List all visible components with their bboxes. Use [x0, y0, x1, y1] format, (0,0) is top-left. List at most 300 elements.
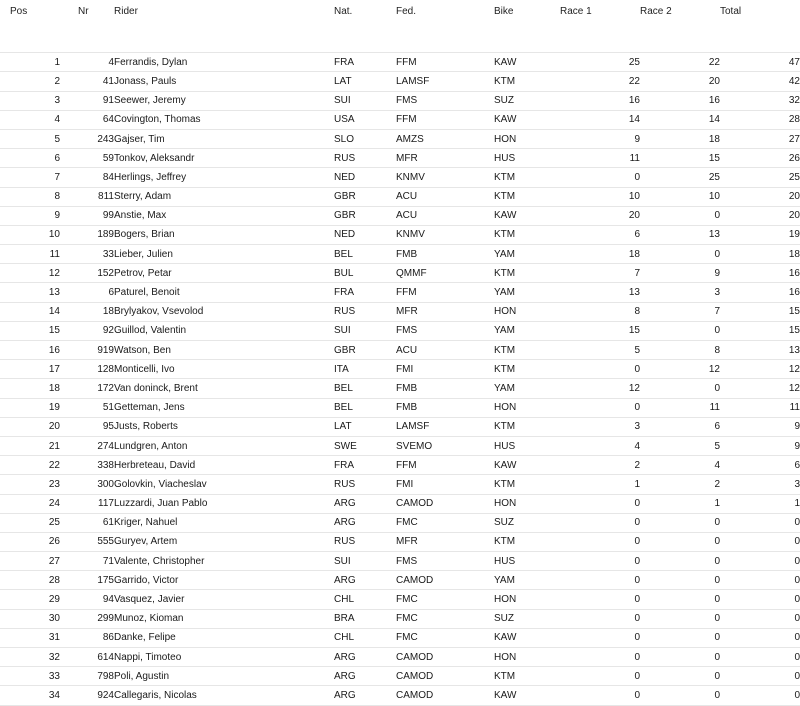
- cell-bike: HON: [494, 398, 560, 417]
- table-row: [0, 91, 800, 110]
- cell-total: 0: [720, 552, 800, 571]
- cell-rider: Danke, Felipe: [114, 628, 334, 647]
- table-row: [0, 494, 800, 513]
- cell-fed: CAMOD: [396, 571, 494, 590]
- cell-bike: KTM: [494, 168, 560, 187]
- cell-race2: 10: [640, 187, 720, 206]
- table-row: [0, 149, 800, 168]
- cell-nat: FRA: [334, 456, 396, 475]
- cell-race2: 4: [640, 456, 720, 475]
- cell-race1: 11: [560, 149, 640, 168]
- cell-pos: 19: [0, 398, 60, 417]
- cell-race1: 14: [560, 110, 640, 129]
- table-row: [0, 648, 800, 667]
- header-pos: Pos: [10, 6, 28, 17]
- cell-bike: YAM: [494, 379, 560, 398]
- cell-rider: Petrov, Petar: [114, 264, 334, 283]
- cell-nat: SWE: [334, 436, 396, 455]
- cell-nr: 243: [60, 129, 114, 148]
- cell-nat: BEL: [334, 245, 396, 264]
- cell-race1: 10: [560, 187, 640, 206]
- cell-pos: 5: [0, 129, 60, 148]
- cell-race2: 13: [640, 225, 720, 244]
- table-row: [0, 552, 800, 571]
- cell-pos: 31: [0, 628, 60, 647]
- cell-nat: CHL: [334, 628, 396, 647]
- cell-race1: 22: [560, 72, 640, 91]
- cell-race1: 0: [560, 648, 640, 667]
- table-row: [0, 341, 800, 360]
- cell-race2: 15: [640, 149, 720, 168]
- cell-fed: FMI: [396, 475, 494, 494]
- cell-race1: 16: [560, 91, 640, 110]
- cell-bike: KTM: [494, 225, 560, 244]
- cell-pos: 30: [0, 609, 60, 628]
- cell-pos: 24: [0, 494, 60, 513]
- cell-race2: 9: [640, 264, 720, 283]
- cell-total: 16: [720, 283, 800, 302]
- cell-rider: Bogers, Brian: [114, 225, 334, 244]
- cell-pos: 21: [0, 436, 60, 455]
- cell-pos: 26: [0, 532, 60, 551]
- cell-race1: 0: [560, 494, 640, 513]
- cell-race1: 6: [560, 225, 640, 244]
- cell-fed: FMC: [396, 628, 494, 647]
- cell-race1: 12: [560, 379, 640, 398]
- cell-bike: KAW: [494, 206, 560, 225]
- cell-fed: FFM: [396, 456, 494, 475]
- cell-fed: SVEMO: [396, 436, 494, 455]
- cell-nat: SUI: [334, 91, 396, 110]
- cell-fed: FMB: [396, 398, 494, 417]
- cell-fed: FMS: [396, 321, 494, 340]
- cell-total: 20: [720, 187, 800, 206]
- cell-total: 18: [720, 245, 800, 264]
- header-bike: Bike: [494, 6, 514, 17]
- cell-race1: 1: [560, 475, 640, 494]
- cell-bike: SUZ: [494, 513, 560, 532]
- cell-rider: Nappi, Timoteo: [114, 648, 334, 667]
- table-row: [0, 590, 800, 609]
- cell-race2: 0: [640, 609, 720, 628]
- cell-pos: 3: [0, 91, 60, 110]
- cell-race1: 0: [560, 532, 640, 551]
- cell-pos: 4: [0, 110, 60, 129]
- cell-nr: 86: [60, 628, 114, 647]
- cell-race1: 18: [560, 245, 640, 264]
- cell-nr: 59: [60, 149, 114, 168]
- header-rider: Rider: [114, 6, 138, 17]
- cell-nr: 300: [60, 475, 114, 494]
- cell-race2: 18: [640, 129, 720, 148]
- cell-total: 0: [720, 686, 800, 705]
- cell-total: 32: [720, 91, 800, 110]
- cell-nat: RUS: [334, 475, 396, 494]
- cell-nat: BRA: [334, 609, 396, 628]
- cell-bike: KAW: [494, 686, 560, 705]
- cell-fed: FFM: [396, 110, 494, 129]
- table-row: [0, 475, 800, 494]
- cell-race2: 0: [640, 245, 720, 264]
- cell-rider: Tonkov, Aleksandr: [114, 149, 334, 168]
- cell-race2: 0: [640, 552, 720, 571]
- cell-race1: 13: [560, 283, 640, 302]
- cell-nr: 274: [60, 436, 114, 455]
- cell-rider: Ferrandis, Dylan: [114, 53, 334, 72]
- cell-rider: Herbreteau, David: [114, 456, 334, 475]
- cell-pos: 12: [0, 264, 60, 283]
- header-row: [0, 0, 800, 34]
- table-row: [0, 571, 800, 590]
- cell-total: 9: [720, 417, 800, 436]
- cell-nat: CHL: [334, 590, 396, 609]
- cell-nr: 175: [60, 571, 114, 590]
- table-row: [0, 360, 800, 379]
- cell-rider: Brylyakov, Vsevolod: [114, 302, 334, 321]
- cell-bike: KTM: [494, 187, 560, 206]
- cell-nr: 555: [60, 532, 114, 551]
- cell-race1: 3: [560, 417, 640, 436]
- cell-nat: GBR: [334, 187, 396, 206]
- cell-total: 1: [720, 494, 800, 513]
- cell-total: 0: [720, 628, 800, 647]
- cell-race2: 25: [640, 168, 720, 187]
- cell-nat: GBR: [334, 206, 396, 225]
- cell-bike: KTM: [494, 532, 560, 551]
- cell-race2: 0: [640, 667, 720, 686]
- cell-bike: HON: [494, 494, 560, 513]
- cell-total: 0: [720, 590, 800, 609]
- cell-nr: 84: [60, 168, 114, 187]
- cell-nat: RUS: [334, 149, 396, 168]
- cell-nat: ARG: [334, 667, 396, 686]
- cell-rider: Guillod, Valentin: [114, 321, 334, 340]
- cell-nat: USA: [334, 110, 396, 129]
- cell-race2: 0: [640, 513, 720, 532]
- cell-bike: HON: [494, 648, 560, 667]
- cell-race1: 4: [560, 436, 640, 455]
- cell-nr: 41: [60, 72, 114, 91]
- cell-bike: HON: [494, 590, 560, 609]
- cell-total: 0: [720, 532, 800, 551]
- table-row: [0, 72, 800, 91]
- cell-race1: 15: [560, 321, 640, 340]
- cell-fed: MFR: [396, 149, 494, 168]
- cell-nat: GBR: [334, 341, 396, 360]
- cell-race2: 0: [640, 206, 720, 225]
- cell-total: 13: [720, 341, 800, 360]
- cell-total: 0: [720, 648, 800, 667]
- cell-rider: Paturel, Benoit: [114, 283, 334, 302]
- cell-race2: 11: [640, 398, 720, 417]
- cell-pos: 28: [0, 571, 60, 590]
- cell-total: 26: [720, 149, 800, 168]
- cell-race1: 7: [560, 264, 640, 283]
- cell-bike: KAW: [494, 53, 560, 72]
- cell-nr: 92: [60, 321, 114, 340]
- cell-race2: 3: [640, 283, 720, 302]
- cell-rider: Watson, Ben: [114, 341, 334, 360]
- cell-race2: 0: [640, 532, 720, 551]
- cell-rider: Seewer, Jeremy: [114, 91, 334, 110]
- cell-race1: 0: [560, 628, 640, 647]
- cell-nat: NED: [334, 168, 396, 187]
- cell-total: 19: [720, 225, 800, 244]
- cell-fed: KNMV: [396, 168, 494, 187]
- table-row: [0, 110, 800, 129]
- cell-rider: Lieber, Julien: [114, 245, 334, 264]
- cell-nat: ARG: [334, 686, 396, 705]
- cell-pos: 32: [0, 648, 60, 667]
- cell-pos: 13: [0, 283, 60, 302]
- table-row: [0, 436, 800, 455]
- cell-nr: 338: [60, 456, 114, 475]
- cell-nr: 117: [60, 494, 114, 513]
- table-row: [0, 456, 800, 475]
- table-row: [0, 283, 800, 302]
- table-row: [0, 609, 800, 628]
- table-row: [0, 398, 800, 417]
- table-row: [0, 302, 800, 321]
- cell-race1: 0: [560, 513, 640, 532]
- cell-fed: FMC: [396, 609, 494, 628]
- table-row: [0, 513, 800, 532]
- cell-nat: LAT: [334, 417, 396, 436]
- cell-total: 3: [720, 475, 800, 494]
- cell-bike: YAM: [494, 571, 560, 590]
- cell-nat: SLO: [334, 129, 396, 148]
- cell-fed: FFM: [396, 53, 494, 72]
- cell-rider: Monticelli, Ivo: [114, 360, 334, 379]
- cell-nat: RUS: [334, 302, 396, 321]
- cell-race2: 2: [640, 475, 720, 494]
- cell-total: 12: [720, 379, 800, 398]
- table-row: [0, 168, 800, 187]
- cell-fed: FMS: [396, 552, 494, 571]
- cell-race1: 8: [560, 302, 640, 321]
- cell-fed: ACU: [396, 341, 494, 360]
- cell-rider: Van doninck, Brent: [114, 379, 334, 398]
- cell-rider: Kriger, Nahuel: [114, 513, 334, 532]
- cell-fed: FMB: [396, 245, 494, 264]
- cell-fed: MFR: [396, 302, 494, 321]
- cell-race2: 0: [640, 379, 720, 398]
- table-row: [0, 667, 800, 686]
- cell-pos: 18: [0, 379, 60, 398]
- cell-nr: 91: [60, 91, 114, 110]
- cell-rider: Jonass, Pauls: [114, 72, 334, 91]
- cell-nr: 18: [60, 302, 114, 321]
- table-row: [0, 417, 800, 436]
- cell-fed: ACU: [396, 206, 494, 225]
- cell-race2: 14: [640, 110, 720, 129]
- cell-fed: MFR: [396, 532, 494, 551]
- table-row: [0, 628, 800, 647]
- cell-bike: KAW: [494, 628, 560, 647]
- cell-total: 12: [720, 360, 800, 379]
- table-row: [0, 532, 800, 551]
- cell-total: 20: [720, 206, 800, 225]
- cell-fed: CAMOD: [396, 494, 494, 513]
- cell-bike: KTM: [494, 475, 560, 494]
- cell-rider: Covington, Thomas: [114, 110, 334, 129]
- cell-nat: LAT: [334, 72, 396, 91]
- cell-race2: 12: [640, 360, 720, 379]
- cell-rider: Herlings, Jeffrey: [114, 168, 334, 187]
- cell-race1: 0: [560, 686, 640, 705]
- cell-race2: 6: [640, 417, 720, 436]
- cell-pos: 22: [0, 456, 60, 475]
- cell-race2: 0: [640, 648, 720, 667]
- cell-rider: Vasquez, Javier: [114, 590, 334, 609]
- cell-pos: 29: [0, 590, 60, 609]
- cell-bike: HUS: [494, 552, 560, 571]
- cell-nat: ARG: [334, 494, 396, 513]
- cell-race2: 0: [640, 686, 720, 705]
- cell-bike: KTM: [494, 72, 560, 91]
- cell-fed: FFM: [396, 283, 494, 302]
- cell-nat: BUL: [334, 264, 396, 283]
- cell-nr: 924: [60, 686, 114, 705]
- cell-fed: FMC: [396, 590, 494, 609]
- cell-bike: YAM: [494, 283, 560, 302]
- cell-fed: FMC: [396, 513, 494, 532]
- cell-total: 0: [720, 513, 800, 532]
- cell-nr: 51: [60, 398, 114, 417]
- cell-rider: Callegaris, Nicolas: [114, 686, 334, 705]
- cell-race2: 7: [640, 302, 720, 321]
- cell-total: 15: [720, 302, 800, 321]
- cell-total: 27: [720, 129, 800, 148]
- cell-race2: 5: [640, 436, 720, 455]
- cell-race2: 20: [640, 72, 720, 91]
- cell-pos: 7: [0, 168, 60, 187]
- cell-nr: 64: [60, 110, 114, 129]
- cell-race1: 2: [560, 456, 640, 475]
- cell-pos: 27: [0, 552, 60, 571]
- cell-nr: 152: [60, 264, 114, 283]
- cell-bike: YAM: [494, 245, 560, 264]
- cell-rider: Gajser, Tim: [114, 129, 334, 148]
- cell-fed: KNMV: [396, 225, 494, 244]
- cell-nat: FRA: [334, 53, 396, 72]
- cell-nr: 614: [60, 648, 114, 667]
- cell-race1: 0: [560, 609, 640, 628]
- cell-pos: 15: [0, 321, 60, 340]
- cell-race1: 0: [560, 360, 640, 379]
- table-row: [0, 686, 800, 705]
- cell-pos: 1: [0, 53, 60, 72]
- cell-race2: 0: [640, 571, 720, 590]
- cell-bike: HON: [494, 302, 560, 321]
- header-race2: Race 2: [640, 6, 672, 17]
- cell-pos: 6: [0, 149, 60, 168]
- cell-nat: RUS: [334, 532, 396, 551]
- cell-race1: 0: [560, 552, 640, 571]
- cell-nat: ARG: [334, 513, 396, 532]
- cell-pos: 9: [0, 206, 60, 225]
- cell-total: 11: [720, 398, 800, 417]
- cell-race1: 25: [560, 53, 640, 72]
- cell-total: 0: [720, 571, 800, 590]
- table-row: [0, 53, 800, 72]
- table-row: [0, 379, 800, 398]
- cell-bike: HUS: [494, 149, 560, 168]
- cell-bike: YAM: [494, 321, 560, 340]
- cell-fed: ACU: [396, 187, 494, 206]
- cell-pos: 34: [0, 686, 60, 705]
- cell-nr: 919: [60, 341, 114, 360]
- cell-total: 6: [720, 456, 800, 475]
- table-row: [0, 206, 800, 225]
- table-row: [0, 225, 800, 244]
- cell-race1: 0: [560, 590, 640, 609]
- cell-pos: 25: [0, 513, 60, 532]
- cell-bike: KTM: [494, 264, 560, 283]
- header-total: Total: [720, 6, 742, 17]
- cell-total: 42: [720, 72, 800, 91]
- table-row: [0, 129, 800, 148]
- cell-nr: 128: [60, 360, 114, 379]
- cell-pos: 10: [0, 225, 60, 244]
- cell-nat: ARG: [334, 648, 396, 667]
- cell-bike: KAW: [494, 110, 560, 129]
- cell-pos: 17: [0, 360, 60, 379]
- cell-nr: 189: [60, 225, 114, 244]
- cell-fed: QMMF: [396, 264, 494, 283]
- cell-nr: 95: [60, 417, 114, 436]
- cell-total: 16: [720, 264, 800, 283]
- cell-bike: HON: [494, 129, 560, 148]
- cell-rider: Luzzardi, Juan Pablo: [114, 494, 334, 513]
- cell-total: 25: [720, 168, 800, 187]
- cell-pos: 20: [0, 417, 60, 436]
- cell-fed: CAMOD: [396, 648, 494, 667]
- cell-nat: ARG: [334, 571, 396, 590]
- cell-nr: 71: [60, 552, 114, 571]
- cell-race1: 0: [560, 571, 640, 590]
- cell-bike: KTM: [494, 417, 560, 436]
- cell-race1: 0: [560, 667, 640, 686]
- header-nat: Nat.: [334, 6, 353, 17]
- cell-nr: 33: [60, 245, 114, 264]
- cell-race1: 0: [560, 168, 640, 187]
- cell-race2: 0: [640, 590, 720, 609]
- cell-pos: 8: [0, 187, 60, 206]
- cell-nr: 811: [60, 187, 114, 206]
- cell-total: 9: [720, 436, 800, 455]
- cell-nr: 172: [60, 379, 114, 398]
- cell-fed: LAMSF: [396, 417, 494, 436]
- cell-rider: Lundgren, Anton: [114, 436, 334, 455]
- table-row: [0, 264, 800, 283]
- table-row: [0, 245, 800, 264]
- cell-total: 47: [720, 53, 800, 72]
- cell-rider: Garrido, Victor: [114, 571, 334, 590]
- cell-rider: Valente, Christopher: [114, 552, 334, 571]
- header-fed: Fed.: [396, 6, 417, 17]
- cell-fed: FMB: [396, 379, 494, 398]
- cell-rider: Munoz, Kioman: [114, 609, 334, 628]
- table-row: [0, 321, 800, 340]
- cell-race1: 20: [560, 206, 640, 225]
- cell-nat: SUI: [334, 552, 396, 571]
- cell-race2: 16: [640, 91, 720, 110]
- cell-pos: 2: [0, 72, 60, 91]
- cell-nr: 99: [60, 206, 114, 225]
- cell-rider: Golovkin, Viacheslav: [114, 475, 334, 494]
- cell-nr: 61: [60, 513, 114, 532]
